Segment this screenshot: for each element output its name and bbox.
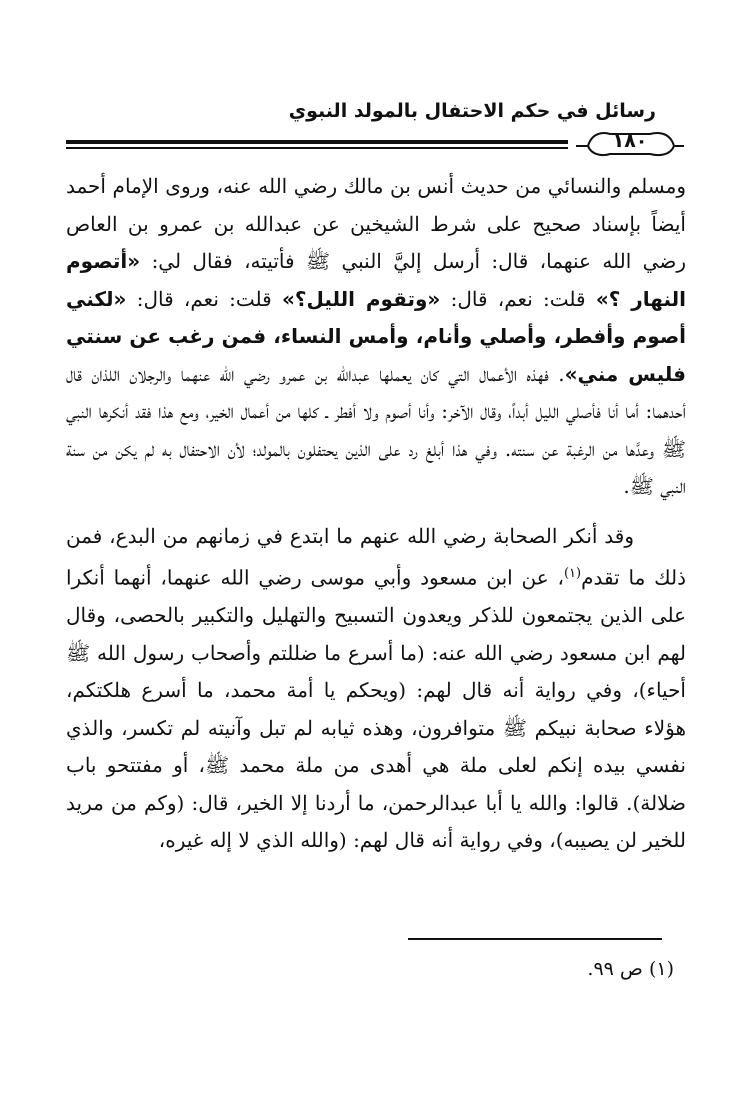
- footnote: (١) ص ٩٩.: [587, 958, 674, 980]
- body-text: [66, 168, 686, 860]
- header-rule-thick: [66, 140, 568, 144]
- para2-text-1: وقد أنكر الصحابة رضي الله عنهم ما ابتدع في زمانهم من البدع، فمن ذلك ما تقدم: [66, 523, 686, 590]
- page-number-frame: [574, 128, 686, 158]
- footnote-reference: (١): [563, 566, 582, 581]
- header-rule-thin: [66, 147, 568, 149]
- running-title: رسائل في حكم الاحتفال بالمولد النبوي: [288, 100, 656, 122]
- para1-text-4: . فهذه الأعمال التي كان يعملها عبدالله بن عمرو رضي الله عنهما والرجلان اللذان قال أحدهما: أما أنا فأصلي الليل أبداً، وقال الآخر: وأنا أصوم ولا أفطر ـ كلها من أعمال الخير، ومع هذا فقد أنكرها النبي ﷺ وعدَّها من الرغبة عن سنته. وفي هذا أبلغ رد على الذين يحتفلون بالمولد؛ لأن الاحتفال به لم يكن من سنة النبي ﷺ.: [66, 361, 686, 498]
- paragraph-2: [66, 518, 686, 860]
- para1-text-2: قلت: نعم، قال:: [440, 286, 596, 311]
- para1-text-3: قلت: نعم، قال:: [126, 286, 282, 311]
- para2-text-2: ، عن ابن مسعود وأبي موسى رضي الله عنهما، أنهما أنكرا على الذين يجتمعون للذكر ويعدون التسبيح والتهليل والتكبير بالحصى، وقال لهم ابن مسعود رضي الله عنه: (ما أسرع ما ضللتم وأصحاب رسول الله ﷺ أحياء)، وفي رواية أنه قال لهم: (ويحكم يا أمة محمد، ما أسرع هلكتكم، هؤلاء صحابة نبيكم ﷺ متوافرون، وهذه ثيابه لم تبل وآنيته لم تكسر، والذي نفسي بيده إنكم لعلى ملة هي أهدى من ملة محمد ﷺ، أو مفتتحو باب ضلالة). قالوا: والله يا أبا عبدالرحمن، ما أردنا إلا الخير، قال: (وكم من مريد للخير لن يصيبه)، وفي رواية أنه قال لهم: (والله الذي لا إله غيره،: [66, 565, 686, 853]
- footnote-separator: [408, 938, 662, 940]
- paragraph-1: [66, 168, 686, 506]
- para1-text-1: ومسلم والنسائي من حديث أنس بن مالك رضي الله عنه، وروى الإمام أحمد أيضاً بإسناد صحيح على شرط الشيخين عن عبدالله بن عمرو بن العاص رضي الله عنهما، قال: أرسل إليَّ النبي ﷺ فأتيته، فقال لي:: [66, 174, 686, 273]
- hadith-quote-2: «وتقوم الليل؟»: [281, 286, 441, 311]
- hadith-quote-3: «لكني أصوم وأفطر، وأصلي وأنام، وأمس النساء، فمن رغب عن سنتي فليس مني»: [66, 286, 686, 386]
- hadith-quote-1: «أتصوم النهار ؟»: [66, 249, 686, 311]
- page-number: ١٨٠: [612, 130, 648, 152]
